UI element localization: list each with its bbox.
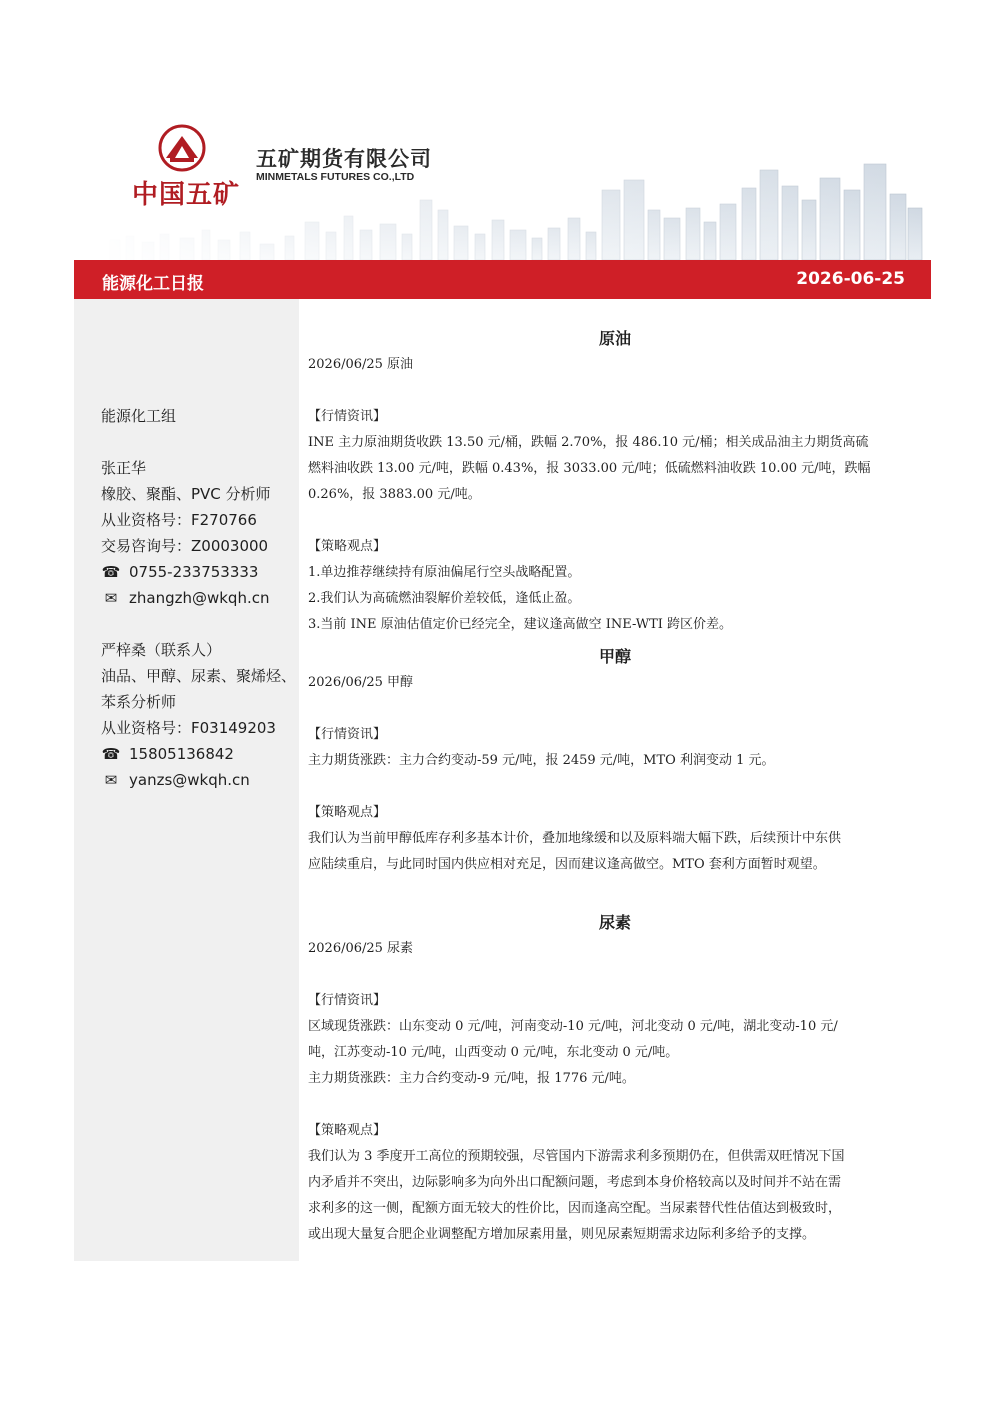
- report-title: 能源化工日报: [102, 274, 204, 294]
- analyst-role: 油品、甲醇、尿素、聚烯烃、苯系分析师: [101, 667, 297, 711]
- analyst-phone: [101, 741, 297, 767]
- phone-number: 0755-233753333: [129, 563, 259, 581]
- view-line: 1.单边推荐继续持有原油偏尾行空头战略配置。: [308, 565, 581, 580]
- analyst-name: 严梓桑（联系人）: [101, 641, 222, 659]
- analyst-role: 橡胶、聚酯、PVC 分析师: [101, 485, 271, 503]
- section-date: 2026/06/25 原油: [308, 357, 414, 372]
- section-methanol: [308, 638, 922, 878]
- analyst-email: [101, 767, 297, 793]
- report-body: [308, 320, 922, 1248]
- view-line: 我们认为当前甲醇低库存利多基本计价，叠加地缘缓和以及原料端大幅下跌，后续预计中东供: [308, 831, 842, 846]
- minmetals-logo-icon: [158, 124, 206, 172]
- analyst-qualification: 从业资格号：F03149203: [101, 719, 276, 737]
- section-crude-oil: [308, 320, 922, 638]
- phone-icon: ☎: [101, 563, 121, 581]
- news-line: 吨，江苏变动-10 元/吨，山西变动 0 元/吨，东北变动 0 元/吨。: [308, 1045, 679, 1060]
- view-heading: 【策略观点】: [308, 1123, 387, 1138]
- section-urea: [308, 904, 922, 1248]
- company-name-en: MINMETALS FUTURES CO.,LTD: [256, 171, 415, 183]
- phone-icon: ☎: [101, 745, 121, 763]
- group-name: 能源化工组: [101, 407, 177, 425]
- mail-icon: ✉: [104, 771, 118, 789]
- news-line: INE 主力原油期货收跌 13.50 元/桶，跌幅 2.70%，报 486.10 元/桶；相关成品油主力期货高硫: [308, 435, 869, 450]
- news-heading: 【行情资讯】: [308, 993, 387, 1008]
- news-line: 主力期货涨跌：主力合约变动-59 元/吨，报 2459 元/吨，MTO 利润变动 1 元。: [308, 753, 775, 768]
- analyst-qualification: 从业资格号：F270766: [101, 511, 257, 529]
- news-line: 区域现货涨跌：山东变动 0 元/吨，河南变动-10 元/吨，河北变动 0 元/吨，湖北变动-10 元/: [308, 1019, 838, 1034]
- analyst-name: 张正华: [101, 459, 147, 477]
- analyst-consult-number: 交易咨询号：Z0003000: [101, 537, 269, 555]
- section-date: 2026/06/25 尿素: [308, 941, 414, 956]
- email-address[interactable]: zhangzh@wkqh.cn: [129, 589, 270, 607]
- section-date: 2026/06/25 甲醇: [308, 675, 414, 690]
- mail-icon: ✉: [104, 589, 118, 607]
- report-header: [0, 0, 992, 300]
- report-date: 2026-06-25: [796, 269, 905, 289]
- analyst-email: [101, 585, 297, 611]
- view-line: 求利多的这一侧，配额方面无较大的性价比，因而逢高空配。当尿素替代性估值达到极致时，: [308, 1201, 842, 1216]
- company-name-cn: 五矿期货有限公司: [256, 147, 432, 171]
- news-line: 主力期货涨跌：主力合约变动-9 元/吨，报 1776 元/吨。: [308, 1071, 635, 1086]
- analyst-phone: [101, 559, 297, 585]
- news-line: 0.26%，报 3883.00 元/吨。: [308, 487, 481, 502]
- view-line: 应陆续重启，与此同时国内供应相对充足，因而建议逢高做空。MTO 套利方面暂时观望。: [308, 857, 826, 872]
- view-line: 3.当前 INE 原油估值定价已经完全，建议逢高做空 INE-WTI 跨区价差。: [308, 617, 733, 632]
- section-title: 尿素: [598, 913, 631, 932]
- view-line: 或出现大量复合肥企业调整配方增加尿素用量，则见尿素短期需求边际利多给予的支撑。: [308, 1227, 816, 1242]
- news-heading: 【行情资讯】: [308, 409, 387, 424]
- logo-text: 中国五矿: [132, 180, 241, 210]
- view-line: 内矛盾并不突出，边际影响多为向外出口配额问题，考虑到本身价格较高以及时间并不站在需: [308, 1175, 842, 1190]
- view-line: 2.我们认为高硫燃油裂解价差较低，逢低止盈。: [308, 591, 581, 606]
- view-heading: 【策略观点】: [308, 805, 387, 820]
- view-heading: 【策略观点】: [308, 539, 387, 554]
- section-title: 原油: [598, 329, 631, 348]
- section-title: 甲醇: [598, 647, 631, 666]
- phone-number: 15805136842: [129, 745, 234, 763]
- news-heading: 【行情资讯】: [308, 727, 387, 742]
- email-address[interactable]: yanzs@wkqh.cn: [129, 771, 250, 789]
- news-line: 燃料油收跌 13.00 元/吨，跌幅 0.43%，报 3033.00 元/吨；低硫燃料油收跌 10.00 元/吨，跌幅: [308, 461, 871, 476]
- analyst-sidebar: [74, 299, 299, 1261]
- view-line: 我们认为 3 季度开工高位的预期较强，尽管国内下游需求利多预期仍在，但供需双旺情况下国: [308, 1149, 845, 1164]
- report-title-bar: [74, 260, 931, 299]
